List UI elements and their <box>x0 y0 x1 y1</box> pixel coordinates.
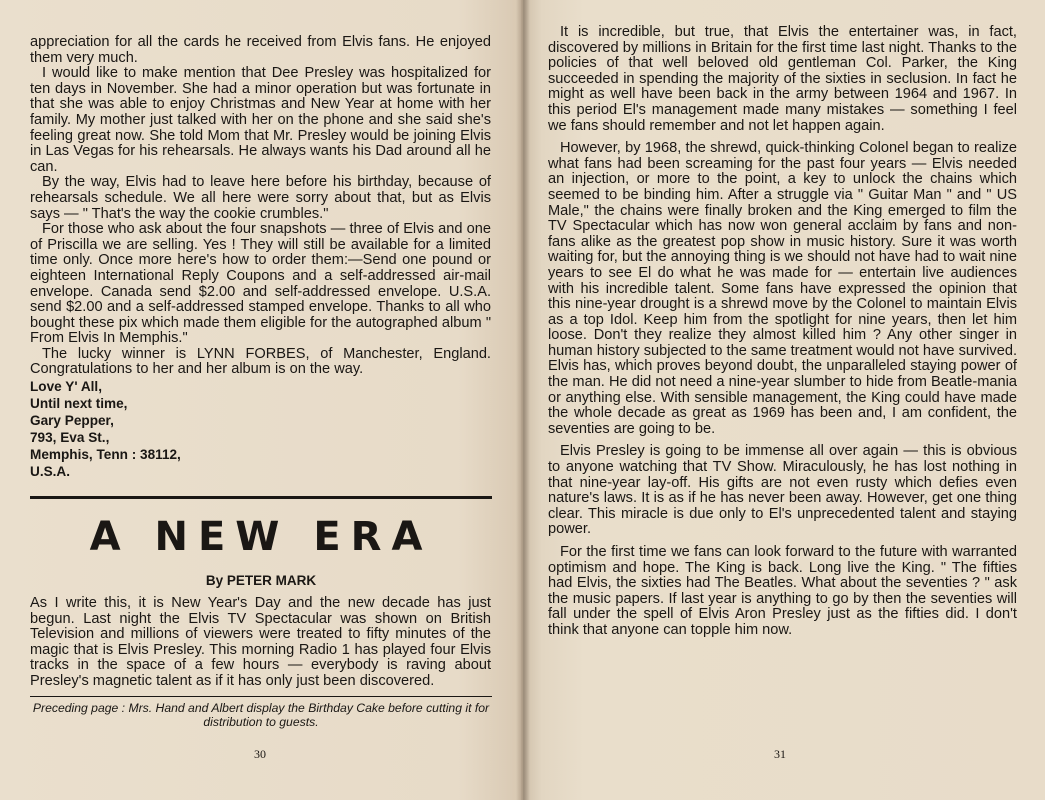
caption-divider <box>30 696 492 697</box>
signoff-line: Memphis, Tenn : 38112, <box>30 447 181 463</box>
body-paragraph: For the first time we fans can look forward to the future with warranted optimism and hope. The King is back. Long live the King. " The fifties had Elvis, the sixties had The Beatles. What about the seventies ? " ask the music papers. If last year is anything to go by then the seventies will fall under the spell of Elvis Aron Presley just as the fifties did. I don't think that anyone can topple him now. <box>548 544 1017 638</box>
signoff-line: Until next time, <box>30 396 128 412</box>
letter-signoff <box>30 378 491 480</box>
body-paragraph: appreciation for all the cards he received from Elvis fans. He enjoyed them very much. <box>30 34 491 66</box>
article-intro: As I write this, it is New Year's Day and the new decade has just begun. Last night the Elvis TV Spectacular was shown on British Television and millions of viewers were treated to fifty minutes of the magic that is Elvis Presley. This morning Radio 1 has played four Elvis tracks in the space of a few hours — everybody is raving about Presley's magnetic talent as if it has only just been discovered. <box>30 595 491 690</box>
body-paragraph: I would like to make mention that Dee Presley was hospitalized for ten days in November. She had a minor operation but was fortunate in that she was able to enjoy Christmas and New Year at home with her family. My mother just talked with her on the phone and she said she's feeling great now. She told Mom that Mr. Presley would be joining Elvis in Las Vegas for his rehearsals. He always wants his Dad around all he can. <box>30 65 491 175</box>
body-paragraph: It is incredible, but true, that Elvis the entertainer was, in fact, discovered by millions in Britain for the first time last night. Thanks to the policies of that well beloved old gentleman Col. Parker, the King succeeded in spending the majority of the sixties in seclusion. In fact he might as well have been back in the army between 1964 and 1967. In this period El's management made many mistakes — something I feel we fans should remember and not let happen again. <box>548 24 1017 134</box>
body-paragraph: However, by 1968, the shrewd, quick-thinking Colonel began to realize what fans had been screaming for the past four years — Elvis needed an injection, or more to the point, a key to unlock the chains which seemed to be binding him. After a struggle via " Guitar Man " and " US Male," the chains were finally broken and the King emerged to film the TV Spectacular which has now won general acclaim by fans and non-fans alike as the greatest pop show in music history. Sure it was worth waiting for, but the annoying thing is we should not have had to wait nine years to see El do what he was made for — entertain live audiences with his incredible talent. Some fans have expressed the opinion that this nine-year drought is a shrewd move by the Colonel to maintain Elvis as a top Idol. Keep him from the spotlight for nine years, then let him loose. Don't they realize they almost killed him ? Any other singer in human history subjected to the same treatment would not have survived. Elvis has, which proves beyond doubt, the unparalleled staying power of the man. He did not need a nine-year slumber to hide from Beatle-mania or anything else. With sensible management, the King could have made the whole decade as great as 1969 has been and, I am confident, the seventies are going to be. <box>548 140 1017 437</box>
left-page <box>0 0 521 800</box>
signoff-line: Gary Pepper, <box>30 413 114 429</box>
right-page <box>521 0 1045 800</box>
article-title: A NEW ERA <box>89 514 433 561</box>
page-number: 30 <box>254 747 266 761</box>
signoff-line: Love Y' All, <box>30 379 102 395</box>
photo-caption: Preceding page : Mrs. Hand and Albert display the Birthday Cake before cutting it for distribution to guests. <box>32 700 490 729</box>
article-byline: By PETER MARK <box>205 573 317 589</box>
body-paragraph: Elvis Presley is going to be immense all over again — this is obvious to anyone watching that TV Show. Miraculously, he has lost nothing in that nine-year lay-off. His gifts are not even rusty which defies even nature's laws. It is as if he has never been away. However, get one thing clear. This miracle is due only to El's unprecedented talent and staying power. <box>548 443 1017 538</box>
page-number: 31 <box>774 747 786 761</box>
signoff-line: U.S.A. <box>30 464 71 480</box>
body-paragraph: The lucky winner is LYNN FORBES, of Manchester, England. Congratulations to her and her album is on the way. <box>30 345 491 378</box>
body-paragraph: For those who ask about the four snapshots — three of Elvis and one of Priscilla we are selling. Yes ! They will still be available for a limited time only. Once more here's how to order them:—Send one pound or eighteen International Reply Coupons and a self-addressed air-mail envelope. Canada send $2.00 and self-addressed envelope. U.S.A. send $2.00 and a self-addressed stamped envelope. Thanks to all who bought these pix which made them eligible for the autographed album " From Elvis In Memphis." <box>30 221 491 347</box>
section-divider <box>30 496 492 499</box>
signoff-line: 793, Eva St., <box>30 430 110 446</box>
body-paragraph: By the way, Elvis had to leave here before his birthday, because of rehearsals schedule. We all here were sorry about that, but as Elvis says — " That's the way the cookie crumbles." <box>30 174 491 222</box>
